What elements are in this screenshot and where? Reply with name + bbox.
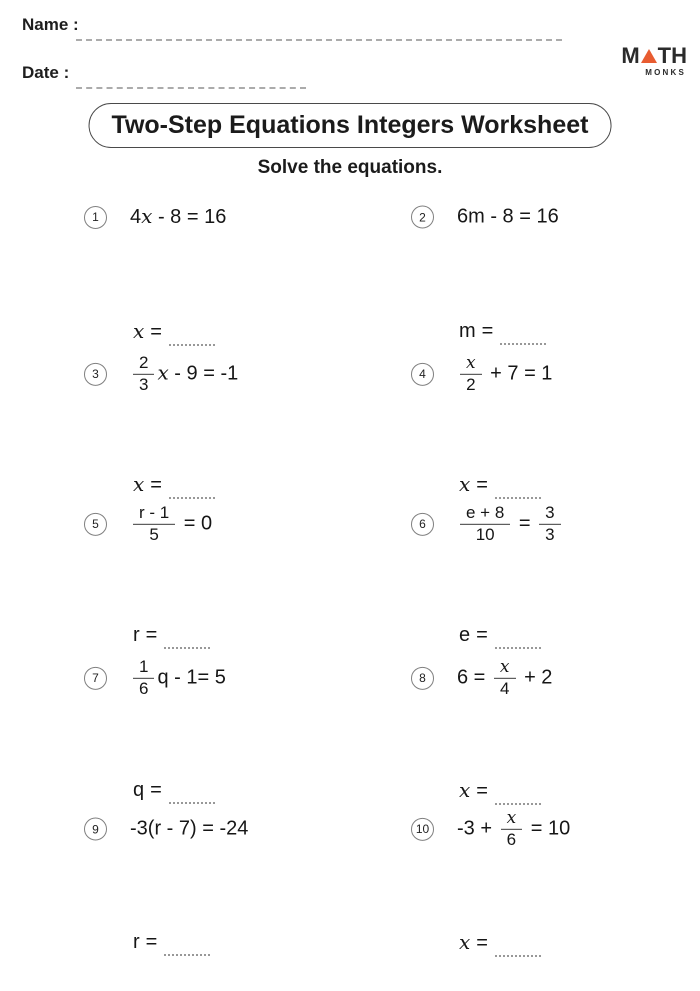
fraction bbox=[133, 354, 154, 394]
problem-number-badge: 7 bbox=[84, 667, 107, 690]
answer-5 bbox=[133, 624, 210, 646]
equation bbox=[130, 354, 238, 394]
answer-variable: x bbox=[133, 319, 145, 343]
equation bbox=[130, 658, 226, 698]
answer-equals: = bbox=[476, 932, 488, 954]
equation-text: + 7 = 1 bbox=[484, 362, 553, 385]
answer-7 bbox=[133, 779, 215, 801]
equation-text: - 8 = 16 bbox=[152, 206, 227, 228]
logo-text-th: TH bbox=[657, 43, 687, 68]
answer-4 bbox=[459, 473, 541, 496]
answer-blank bbox=[500, 343, 546, 345]
answer-equals: = bbox=[476, 624, 488, 646]
problem-8 bbox=[411, 658, 552, 698]
worksheet-title: Two-Step Equations Integers Worksheet bbox=[89, 103, 612, 148]
answer-blank bbox=[495, 647, 541, 649]
fraction bbox=[133, 658, 154, 698]
answer-equals: = bbox=[150, 779, 162, 801]
fraction-numerator: x bbox=[499, 656, 510, 677]
equation-text: 4 bbox=[130, 206, 142, 228]
problem-3 bbox=[84, 354, 238, 394]
answer-1 bbox=[133, 320, 215, 343]
equation-text: q - 1= 5 bbox=[157, 666, 226, 689]
answer-variable: x bbox=[133, 472, 145, 496]
equation-variable: x bbox=[157, 360, 169, 385]
equation bbox=[457, 205, 559, 230]
fraction-denominator: 3 bbox=[545, 524, 555, 544]
answer-3 bbox=[133, 473, 215, 496]
equation bbox=[130, 817, 248, 842]
problem-number-badge: 1 bbox=[84, 206, 107, 229]
equation bbox=[130, 204, 226, 230]
name-blank-line bbox=[76, 39, 562, 41]
problem-number-badge: 4 bbox=[411, 363, 434, 386]
answer-blank bbox=[169, 344, 215, 346]
fraction-numerator: 1 bbox=[139, 656, 149, 676]
worksheet-instructions: Solve the equations. bbox=[257, 157, 443, 178]
equation bbox=[457, 658, 552, 698]
fraction-denominator: 6 bbox=[506, 829, 517, 849]
problem-1 bbox=[84, 204, 226, 230]
answer-6 bbox=[459, 624, 541, 646]
fraction-denominator: 2 bbox=[466, 374, 476, 394]
problem-number-badge: 2 bbox=[411, 206, 434, 229]
equation-text: 6 = bbox=[457, 666, 491, 689]
logo-text-m: M bbox=[621, 43, 640, 68]
fraction-numerator: r - 1 bbox=[139, 502, 170, 522]
problem-number-badge: 3 bbox=[84, 363, 107, 386]
answer-9 bbox=[133, 931, 210, 953]
problem-9 bbox=[84, 817, 248, 842]
answer-10 bbox=[459, 931, 541, 954]
math-monks-logo bbox=[621, 45, 687, 77]
answer-variable: e bbox=[459, 624, 471, 646]
fraction-denominator: 3 bbox=[139, 374, 149, 394]
date-label: Date : bbox=[22, 63, 70, 82]
problem-6 bbox=[411, 504, 564, 544]
answer-blank bbox=[495, 955, 541, 957]
equation-variable: x bbox=[141, 204, 153, 228]
equation-text: - 9 = -1 bbox=[168, 362, 239, 385]
answer-blank bbox=[169, 802, 215, 804]
answer-blank bbox=[169, 497, 215, 499]
problem-10 bbox=[411, 809, 570, 849]
fraction bbox=[494, 658, 516, 698]
equation bbox=[130, 504, 212, 544]
date-blank-line bbox=[76, 87, 306, 89]
fraction-numerator: e + 8 bbox=[466, 502, 505, 522]
name-label: Name : bbox=[22, 15, 79, 34]
problem-number-badge: 9 bbox=[84, 818, 107, 841]
equation-text: = bbox=[513, 512, 537, 535]
answer-equals: = bbox=[481, 320, 494, 342]
logo-wordmark bbox=[621, 45, 687, 67]
equation bbox=[457, 809, 570, 849]
problem-4 bbox=[411, 354, 552, 394]
fraction-denominator: 10 bbox=[475, 524, 495, 544]
answer-blank bbox=[164, 647, 210, 649]
answer-variable: x bbox=[459, 930, 471, 954]
answer-blank bbox=[164, 954, 210, 956]
equation-text: -3 + bbox=[457, 817, 498, 840]
answer-variable: x bbox=[459, 778, 471, 802]
answer-variable: r bbox=[133, 931, 140, 953]
fraction-denominator: 5 bbox=[149, 524, 159, 544]
problem-5 bbox=[84, 504, 212, 544]
answer-equals: = bbox=[150, 474, 162, 496]
problem-number-badge: 10 bbox=[411, 818, 434, 841]
fraction-denominator: 6 bbox=[139, 678, 149, 698]
fraction bbox=[460, 504, 510, 544]
answer-variable: x bbox=[459, 472, 471, 496]
equation-text: = 0 bbox=[178, 512, 213, 535]
answer-blank bbox=[495, 803, 541, 805]
answer-equals: = bbox=[476, 780, 488, 802]
answer-equals: = bbox=[145, 931, 158, 953]
logo-subtext: MONKS bbox=[645, 68, 686, 77]
problem-number-badge: 8 bbox=[411, 667, 434, 690]
answer-equals: = bbox=[145, 624, 158, 646]
fraction bbox=[133, 504, 175, 544]
answer-variable: r bbox=[133, 624, 140, 646]
fraction bbox=[539, 504, 560, 544]
equation-text: + 2 bbox=[518, 666, 553, 689]
answer-8 bbox=[459, 779, 541, 802]
fraction-numerator: 3 bbox=[545, 502, 555, 522]
answer-blank bbox=[495, 497, 541, 499]
fraction-denominator: 4 bbox=[499, 678, 510, 698]
answer-2 bbox=[459, 320, 546, 342]
fraction-numerator: 2 bbox=[139, 352, 149, 372]
equation-text: -3(r - 7) = -24 bbox=[130, 817, 249, 840]
answer-variable: m bbox=[459, 320, 476, 342]
equation-text: = 10 bbox=[525, 817, 571, 840]
triangle-icon bbox=[641, 49, 657, 63]
problem-7 bbox=[84, 658, 226, 698]
equation-text: 6m - 8 = 16 bbox=[457, 205, 559, 228]
answer-variable: q bbox=[133, 779, 145, 801]
problem-2 bbox=[411, 205, 559, 230]
problem-number-badge: 5 bbox=[84, 513, 107, 536]
answer-equals: = bbox=[150, 321, 162, 343]
fraction-numerator: x bbox=[466, 352, 476, 373]
answer-equals: = bbox=[476, 474, 488, 496]
fraction bbox=[460, 354, 482, 394]
fraction-numerator: x bbox=[506, 807, 517, 828]
problem-number-badge: 6 bbox=[411, 513, 434, 536]
fraction bbox=[501, 809, 523, 849]
equation bbox=[457, 354, 552, 394]
equation bbox=[457, 504, 564, 544]
